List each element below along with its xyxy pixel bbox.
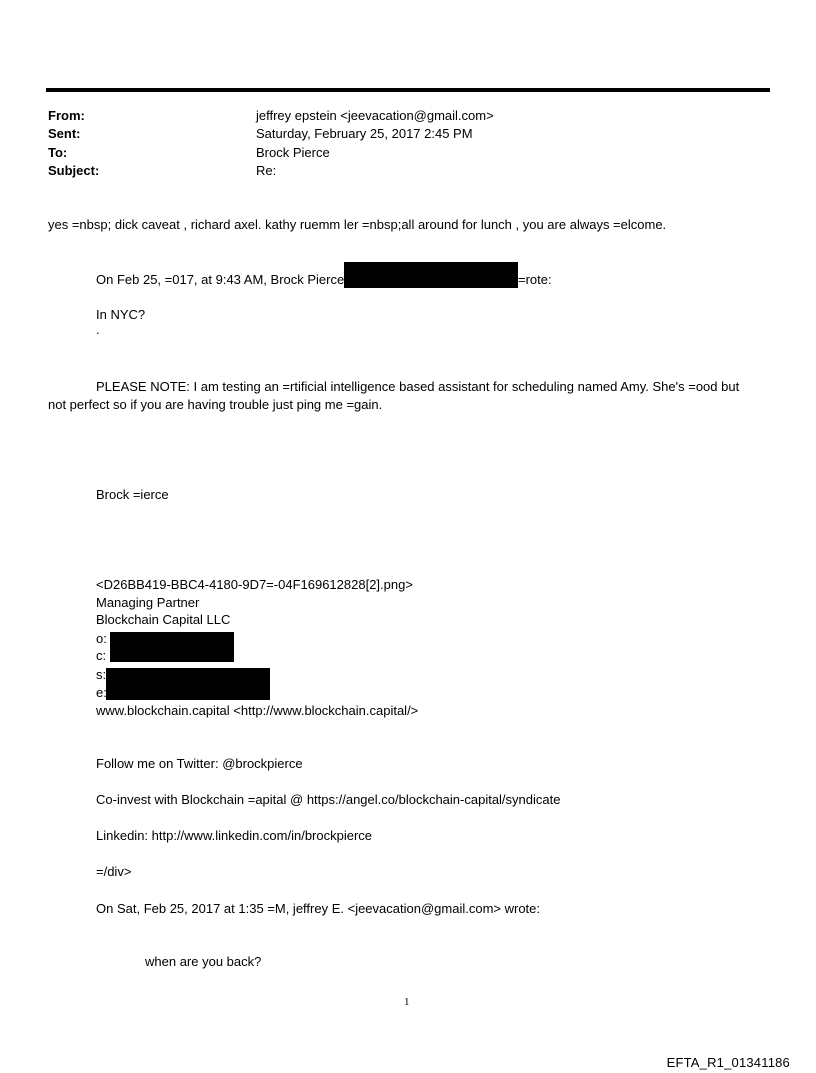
header-rule (46, 88, 770, 92)
redaction-box (110, 632, 234, 662)
second-quote-intro: On Sat, Feb 25, 2017 at 1:35 =M, jeffrey E. <jeevacation@gmail.com> wrote: (96, 901, 540, 916)
to-value: Brock Pierce (256, 145, 330, 160)
sent-label: Sent: (48, 126, 81, 141)
signature-title: Managing Partner (96, 595, 200, 610)
page-number: 1 (404, 996, 410, 1008)
in-nyc-line: In NYC? (96, 307, 146, 322)
redaction-box (106, 668, 270, 700)
sent-value: Saturday, February 25, 2017 2:45 PM (256, 126, 473, 141)
quote-intro-suffix: =rote: (518, 272, 552, 287)
s-label: s: (96, 667, 107, 682)
div-close-line: =/div> (96, 864, 132, 879)
linkedin-line: Linkedin: http://www.linkedin.com/in/brockpierce (96, 828, 373, 843)
redaction-box (344, 262, 518, 288)
image-reference: <D26BB419-BBC4-4180-9D7=-04F169612828[2].png> (96, 577, 413, 592)
reply-line: yes =nbsp; dick caveat , richard axel. kathy ruemm ler =nbsp;all around for lunch , you are always =elcome. (48, 217, 667, 232)
to-label: To: (48, 145, 68, 160)
dot-line: . (96, 322, 100, 337)
subject-value: Re: (256, 163, 277, 178)
signature-name: Brock =ierce (96, 487, 169, 502)
coinvest-line: Co-invest with Blockchain =apital @ https://angel.co/blockchain-capital/syndicate (96, 792, 561, 807)
from-label: From: (48, 108, 85, 123)
please-note-line-1: PLEASE NOTE: I am testing an =rtificial intelligence based assistant for scheduling named Amy. She's =ood but (96, 379, 740, 394)
please-note-line-2: not perfect so if you are having trouble just ping me =gain. (48, 397, 383, 412)
website-line: www.blockchain.capital <http://www.blockchain.capital/> (96, 703, 419, 718)
subject-label: Subject: (48, 163, 100, 178)
document-id: EFTA_R1_01341186 (666, 1055, 790, 1070)
email-label: e: (96, 685, 107, 700)
quote-intro-prefix: On Feb 25, =017, at 9:43 AM, Brock Pierce (96, 272, 345, 287)
when-back-line: when are you back? (145, 954, 262, 969)
twitter-line: Follow me on Twitter: @brockpierce (96, 756, 303, 771)
office-phone-label: o: (96, 631, 107, 646)
signature-company: Blockchain Capital LLC (96, 612, 231, 627)
cell-phone-label: c: (96, 648, 107, 663)
from-value: jeffrey epstein <jeevacation@gmail.com> (256, 108, 494, 123)
